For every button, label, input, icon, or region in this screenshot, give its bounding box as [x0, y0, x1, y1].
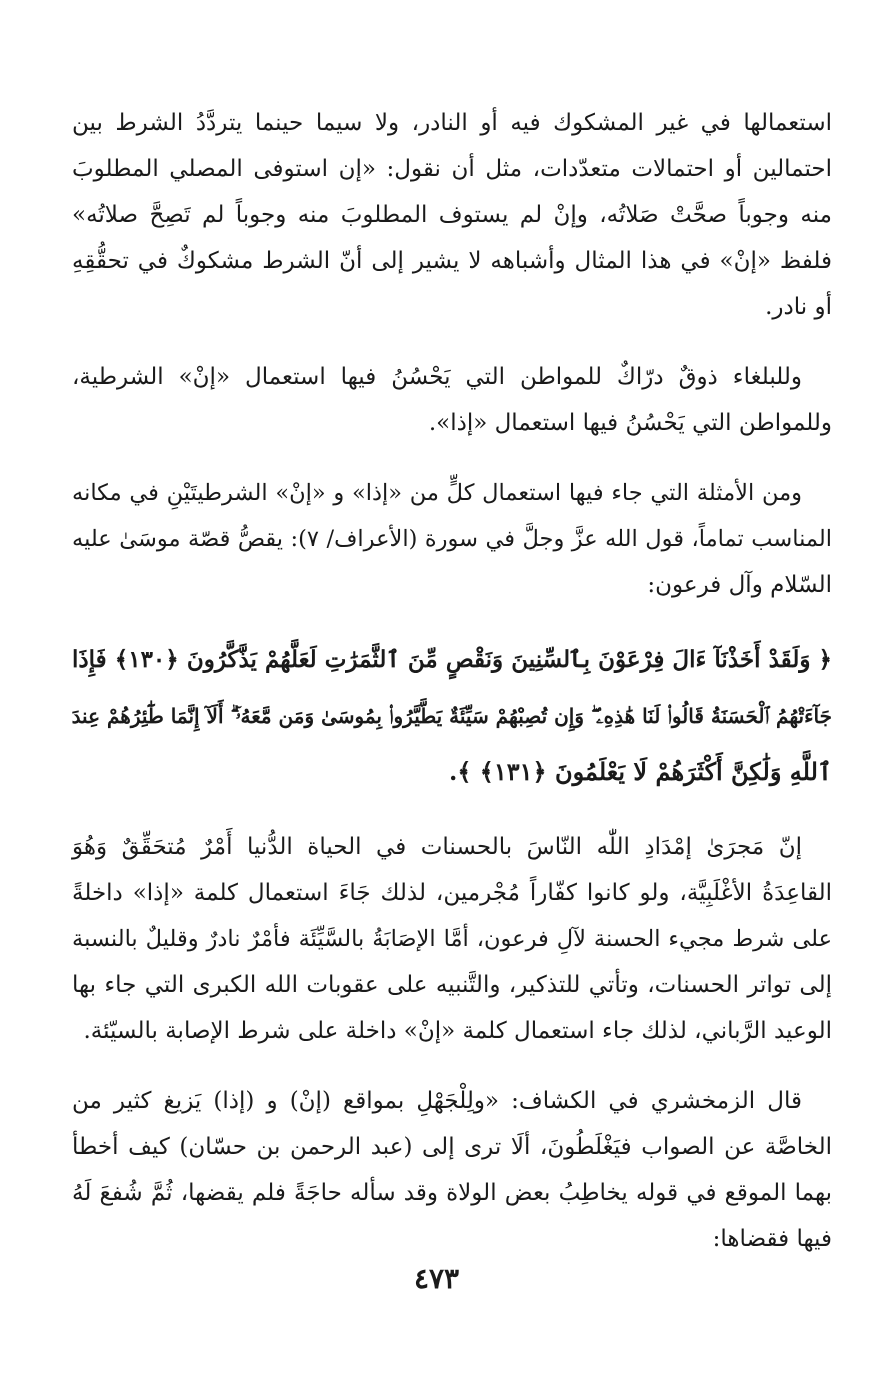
verse-line: جَآءَتْهُمُ ٱلْحَسَنَةُ قَالُوا۟ لَنَا هَٰذِهِۦ ۖ وَإِن تُصِبْهُمْ سَيِّئَةٌ يَطَّيَّرُوا۟ بِمُوسَىٰ وَمَن مَّعَهُۥٓ ۗ أَلَآ إِنَّمَا طَٰٓئِرُهُمْ عِندَ [71, 704, 832, 728]
text-line: وللمواطن التي يَحْسُنُ فيها استعمال «إذا». [428, 410, 832, 436]
text-line: احتمالين أو احتمالات متعدّدات، مثل أن نقول: «إن استوفى المصلي المطلوبَ [72, 156, 832, 182]
text-line: السّلام وآل فرعون: [647, 572, 832, 598]
text-line: الخاصَّة عن الصواب فيَغْلَطُونَ، ألَا ترى إلى (عبد الرحمن بن حسّان) كيف أخطأ [72, 1134, 832, 1160]
text-line: فلفظ «إنْ» في هذا المثال وأشباهه لا يشير إلى أنّ الشرط مشكوكٌ في تحقُّقِهِ [72, 248, 832, 274]
text-line: منه وجوباً صحَّتْ صَلاتُه، وإنْ لم يستوف المطلوبَ منه وجوباً لم تَصِحَّ صلاتُه» [72, 202, 832, 228]
verse-line: ﴿ وَلَقَدْ أَخَذْنَآ ءَالَ فِرْعَوْنَ بِٱلسِّنِينَ وَنَقْصٍ مِّنَ ٱلثَّمَرَٰتِ لَعَلَّهُمْ يَذَّكَّرُونَ ﴿١٣٠﴾ فَإِذَا [72, 646, 832, 673]
text-line: بهما الموقع في قوله يخاطِبُ بعض الولاة وقد سأله حاجَةً فلم يقضها، ثُمَّ شُفعَ لَهُ [72, 1180, 832, 1206]
page-body [72, 100, 832, 1262]
text-line: فيها فقضاها: [712, 1226, 832, 1252]
paragraph-1 [72, 100, 832, 330]
paragraph-5 [72, 824, 832, 1054]
text-line: استعمالها في غير المشكوك فيه أو النادر، ولا سيما حينما يتردَّدُ الشرط بين [72, 110, 832, 136]
paragraph-6 [72, 1078, 832, 1262]
text-line: الوعيد الرَّباني، لذلك جاء استعمال كلمة «إنْ» داخلة على شرط الإصابة بالسيّئة. [83, 1018, 832, 1044]
text-line: قال الزمخشري في الكشاف: «ولِلْجَهْلِ بمواقع (إنْ) و (إذا) يَزيغ كثير من [72, 1088, 802, 1114]
quran-verse-block [72, 632, 832, 800]
text-line: إنّ مَجرَىٰ إمْدَادِ اللّٰه النّاسَ بالحسنات في الحياة الدُّنيا أَمْرٌ مُتحَقِّقٌ وَهُوَ [72, 834, 802, 860]
text-line: ومن الأمثلة التي جاء فيها استعمال كلٍّ من «إذا» و «إنْ» الشرطيتَيْنِ في مكانه [72, 480, 802, 506]
text-line: على شرط مجيء الحسنة لآلِ فرعون، أمَّا الإصَابَةُ بالسَّيِّئَة فأمْرٌ نادرٌ وقليلٌ بالنسبة [72, 926, 832, 952]
paragraph-3 [72, 470, 832, 608]
text-line: المناسب تماماً، قول الله عزَّ وجلَّ في سورة (الأعراف/ ٧): يقصُّ قصّة موسَىٰ عليه [72, 526, 832, 552]
verse-line: ٱللَّهِ وَلَٰكِنَّ أَكْثَرَهُمْ لَا يَعْلَمُونَ ﴿١٣١﴾ ﴾. [449, 757, 832, 786]
page-number: ٤٧٣ [413, 1262, 460, 1295]
text-line: القاعِدَةُ الأغْلَبِيَّة، ولو كانوا كفّاراً مُجْرمين، لذلك جَاءَ استعمال كلمة «إذا» داخلةً [72, 880, 832, 906]
paragraph-2 [72, 354, 832, 446]
text-line: إلى تواتر الحسنات، وتأتي للتذكير، والتَّنبيه على عقوبات الله الكبرى التي جاء بها [72, 972, 832, 998]
text-line: أو نادر. [765, 294, 832, 320]
text-line: وللبلغاء ذوقٌ درّاكٌ للمواطن التي يَحْسُنُ فيها استعمال «إنْ» الشرطية، [72, 364, 802, 390]
